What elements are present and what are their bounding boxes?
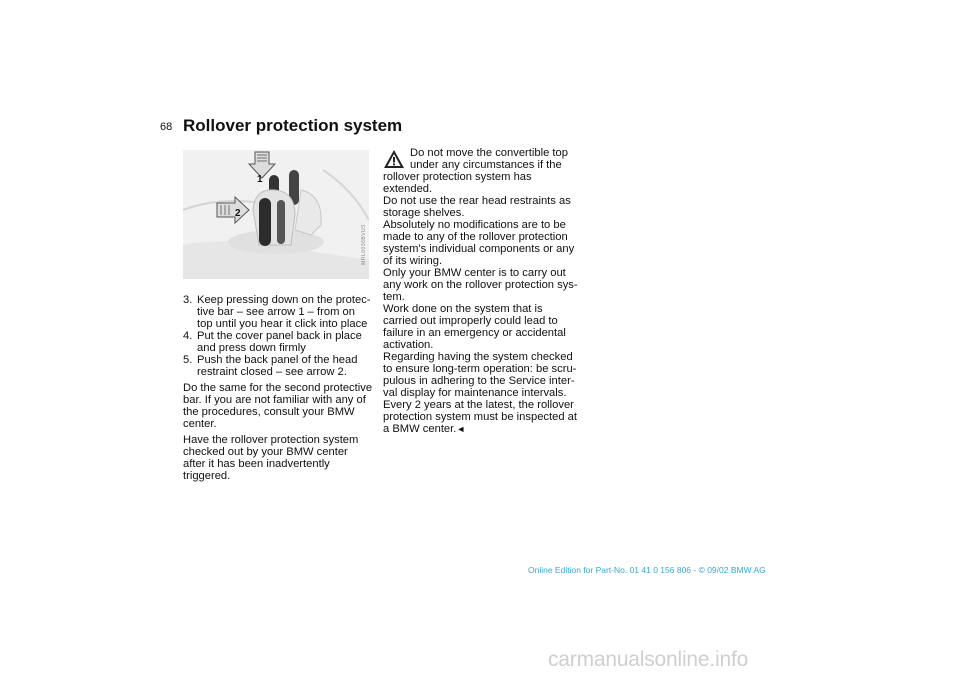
step-text: Put the cover panel back in place and press down firmly — [197, 330, 362, 354]
warning-line: Regarding having the system checked to ensure long-term operation: be scru-pulous in adhering to the Service inter-val display for maintenance intervals. — [383, 351, 577, 399]
warning-line: Absolutely no modifications are to be made to any of the rollover protection system's individual components or any of its wiring. — [383, 219, 575, 267]
step-number: 3. — [183, 294, 193, 306]
warning-column — [383, 147, 579, 435]
figure-code: MRL0036BVUS — [361, 224, 367, 265]
list-item — [183, 330, 373, 354]
footer-edition-note: Online Edition for Part-No. 01 41 0 156 806 - © 09/02 BMW AG — [528, 565, 766, 575]
warning-line: Only your BMW center is to carry out any work on the rollover protection sys-tem. — [383, 267, 578, 303]
list-item — [183, 294, 373, 330]
step-number: 5. — [183, 354, 193, 366]
page-number: 68 — [160, 121, 173, 133]
instructions-column — [183, 294, 373, 482]
body-paragraph: Do the same for the second protective bar. If you are not familiar with any of the procedures, consult your BMW center. — [183, 382, 373, 430]
end-mark-icon: ◄ — [456, 424, 466, 434]
step-text: Push the back panel of the head restraint closed – see arrow 2. — [197, 354, 358, 378]
step-list — [183, 294, 373, 378]
watermark: carmanualsonline.info — [548, 648, 749, 671]
warning-line: Every 2 years at the latest, the rollover protection system must be inspected at a BMW center. — [383, 399, 578, 435]
warning-line-final — [383, 399, 579, 435]
warning-line: Do not move the convertible top under any circumstances if the rollover protection system has extended. — [383, 147, 568, 195]
warning-line: Do not use the rear head restraints as storage shelves. — [383, 195, 571, 219]
step-text: Keep pressing down on the protec-tive bar – see arrow 1 – from on top until you hear it click into place — [197, 294, 371, 330]
arrow-1-label: 1 — [257, 174, 263, 185]
warning-line: Work done on the system that is carried out improperly could lead to failure in an emergency or accidental activation. — [383, 303, 566, 351]
step-number: 4. — [183, 330, 193, 342]
body-paragraph: Have the rollover protection system checked out by your BMW center after it has been inadvertently triggered. — [183, 434, 359, 482]
arrow-2-label: 2 — [235, 208, 241, 219]
warning-triangle-icon — [383, 149, 405, 169]
list-item — [183, 354, 373, 378]
illustration-drawing — [183, 150, 369, 279]
head-restraint-illustration — [183, 150, 369, 279]
page-title: Rollover protection system — [183, 116, 403, 135]
